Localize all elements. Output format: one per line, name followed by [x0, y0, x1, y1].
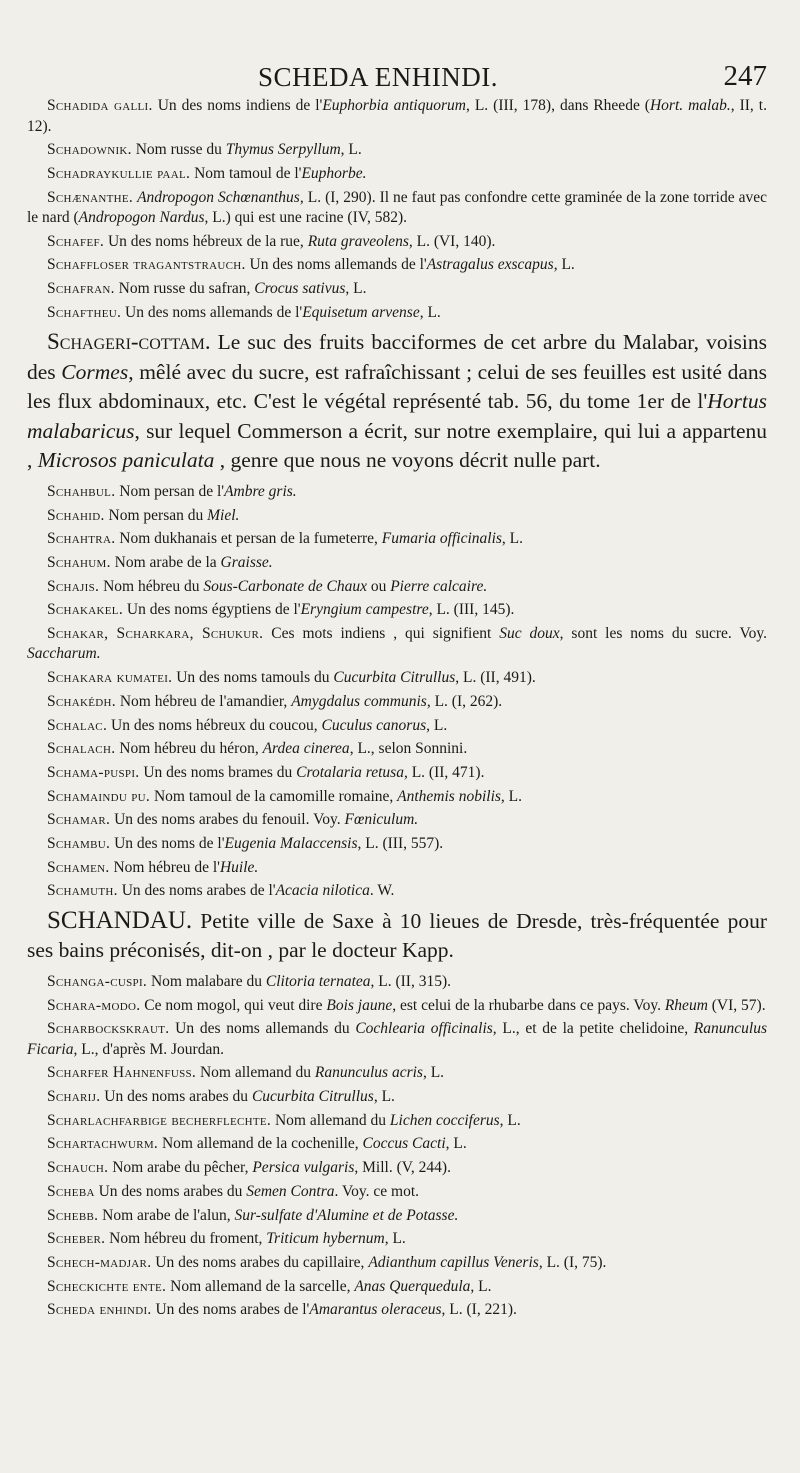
- entry-italic-term: Persica vulgaris: [252, 1159, 355, 1177]
- entry-text: Un des noms brames du: [139, 763, 297, 781]
- dictionary-entry: [27, 787, 767, 808]
- entry-headword: Schalach.: [47, 740, 116, 758]
- entry-text: , L., selon Sonnini.: [349, 740, 468, 758]
- entry-text: Le suc des fruits bacciformes de cet arbre du Malabar, voisins des: [27, 330, 767, 384]
- entry-text: , sur lequel Commerson a écrit, sur notre exemplaire, qui lui a appartenu ,: [27, 418, 767, 473]
- entry-text: , L.: [422, 1064, 445, 1082]
- entry-text: Nom dukhanais et persan de la fumeterre,: [115, 530, 382, 548]
- dictionary-entry: [27, 1253, 767, 1274]
- entry-text: Nom hébreu du froment,: [105, 1230, 267, 1248]
- entry-text: , L. (II, 315).: [370, 972, 452, 990]
- entry-headword: Schaffloser tragantstrauch.: [47, 256, 246, 274]
- entry-text: , L.: [470, 1277, 492, 1295]
- dictionary-entry: [27, 624, 767, 665]
- entry-headword: Schakakel.: [47, 601, 123, 619]
- entry-text: , L. (I, 290). Il ne faut pas confondre cette graminée de la zone torride avec le nard (: [27, 188, 768, 227]
- dictionary-entry: [27, 972, 767, 993]
- entry-headword: Schahid.: [47, 506, 105, 524]
- entry-text: , II, t. 12).: [27, 97, 767, 135]
- dictionary-entry: [27, 763, 767, 784]
- entry-text: Un des noms hébreux de la rue,: [104, 232, 308, 250]
- entry-text: Nom arabe de l'alun,: [98, 1206, 235, 1224]
- entry-italic-term: Suc doux: [499, 624, 560, 642]
- entry-text: Un des noms égyptiens de l': [123, 601, 301, 619]
- entry-text: , L. (I, 75).: [538, 1253, 607, 1271]
- entry-text: Nom allemand de la cochenille,: [158, 1135, 363, 1153]
- entry-text: , L. (I, 221).: [441, 1301, 517, 1319]
- entry-text: Nom allemand du: [196, 1064, 315, 1082]
- entry-italic-term: Anthemis nobilis: [397, 787, 501, 805]
- entry-text: Nom arabe du pêcher,: [108, 1159, 253, 1177]
- entry-text: Un des noms de l': [110, 834, 225, 852]
- entry-headword: Schageri-cottam.: [47, 329, 211, 355]
- entry-headword: Schebb.: [47, 1206, 99, 1224]
- entry-italic-term: Saccharum.: [27, 645, 101, 663]
- entry-italic-term: Sur-sulfate d'Alumine et de Potasse.: [234, 1206, 459, 1224]
- entry-italic-term: Huile.: [219, 858, 259, 876]
- entry-text: . W.: [369, 882, 395, 900]
- dictionary-entry: [27, 482, 767, 503]
- entries-body: [27, 96, 767, 1324]
- entry-text: Un des noms arabes du: [100, 1088, 252, 1106]
- dictionary-entry: [27, 810, 767, 831]
- entry-text: , L.: [501, 530, 524, 548]
- entry-headword: Schænanthe.: [47, 188, 134, 206]
- entry-italic-term: Cochlearia officinalis: [355, 1020, 493, 1038]
- entry-italic-term: Anas Querquedula: [354, 1277, 471, 1295]
- dictionary-entry: [27, 279, 767, 300]
- entry-text: Nom malabare du: [147, 972, 266, 990]
- entry-text: , L.: [384, 1230, 406, 1248]
- entry-text: Un des noms arabes du fenouil. Voy.: [110, 811, 345, 829]
- dictionary-entry: [27, 1019, 767, 1060]
- entry-text: Nom russe du: [131, 141, 226, 159]
- entry-headword: Schamuth.: [47, 882, 118, 900]
- dictionary-entry: [27, 1063, 767, 1084]
- dictionary-entry: [27, 1206, 767, 1227]
- entry-text: Un des noms arabes de l': [117, 882, 276, 900]
- dictionary-entry: [27, 881, 767, 902]
- entry-italic-term: Cucurbita Citrullus: [251, 1088, 374, 1106]
- entry-italic-term: Andropogon Nardus: [78, 209, 205, 227]
- entry-text: , L. (III, 145).: [428, 601, 515, 619]
- entry-headword: Schadraykullie paal.: [47, 164, 191, 182]
- dictionary-entry: [27, 600, 767, 621]
- dictionary-entry: [27, 164, 767, 185]
- entry-text: , L.: [500, 787, 523, 805]
- entry-italic-term: Sous-Carbonate de Chaux: [203, 577, 367, 595]
- entry-italic-term: Astragalus exscapus: [426, 256, 554, 274]
- dictionary-entry: [27, 506, 767, 527]
- entry-headword: Schahtra.: [47, 530, 116, 548]
- entry-headword: Schakara kumatei.: [47, 669, 173, 687]
- entry-italic-term: Eugenia Malaccensis: [224, 834, 358, 852]
- page-header: [0, 60, 800, 100]
- entry-italic-term: Ambre gris.: [224, 482, 297, 500]
- entry-text: Un des noms indiens de l': [152, 97, 323, 114]
- entry-headword: Schadownik.: [47, 141, 132, 159]
- entry-text: , est celui de la rhubarbe dans ce pays. Voy.: [392, 996, 665, 1014]
- entry-italic-term: Rheum: [664, 996, 708, 1014]
- entry-italic-term: Euphorbia antiquorum: [322, 97, 466, 114]
- entry-headword: Scheda enhindi.: [47, 1301, 152, 1319]
- entry-text: , sont les noms du sucre. Voy.: [559, 624, 768, 642]
- entry-italic-term: Miel.: [207, 506, 240, 524]
- entry-text: , L.: [445, 1135, 467, 1153]
- entry-text: Un des noms allemands de l': [121, 303, 303, 321]
- entry-text: , L.: [345, 280, 367, 298]
- dictionary-entry: [27, 1229, 767, 1250]
- entry-text: Nom persan du: [104, 506, 208, 524]
- entry-text: Nom tamoul de l': [190, 164, 302, 182]
- entry-headword: Schafef.: [47, 232, 105, 250]
- dictionary-entry: [27, 1087, 767, 1108]
- entry-text: , L.: [553, 256, 575, 274]
- entry-text: , L., et de la petite chelidoine,: [492, 1020, 694, 1038]
- entry-italic-term: Andropogon Schœnanthus: [137, 188, 300, 206]
- entry-italic-term: Fœniculum.: [344, 811, 419, 829]
- entry-headword: Schara-modo.: [47, 996, 141, 1014]
- entry-headword: SCHANDAU.: [47, 906, 193, 934]
- dictionary-entry: [27, 529, 767, 550]
- entry-text: Petite ville de Saxe à 10 lieues de Dresde, très-fréquentée pour ses bains préconisés, dit-on , par le docteur Kapp.: [27, 908, 767, 963]
- entry-italic-term: Acacia nilotica: [275, 882, 370, 900]
- entry-italic-term: Microsos paniculata: [37, 448, 215, 473]
- entry-headword: Schanga-cuspi.: [47, 972, 148, 990]
- entry-italic-term: Cucurbita Citrullus: [333, 669, 456, 687]
- entry-headword: Schambu.: [47, 834, 111, 852]
- entry-text: Nom allemand de la sarcelle,: [166, 1277, 355, 1295]
- entry-headword: Scharbockskraut.: [47, 1020, 170, 1038]
- entry-text: , L. (I, 262).: [426, 692, 503, 710]
- entry-text: Un des noms arabes du: [94, 1182, 247, 1200]
- entry-italic-term: Bois jaune: [326, 996, 393, 1014]
- entry-text: Un des noms allemands de l': [245, 256, 427, 274]
- entry-italic-term: Cormes: [61, 359, 129, 384]
- entry-headword: Scharlachfarbige becherflechte.: [47, 1111, 272, 1129]
- entry-headword: Schafran.: [47, 280, 115, 298]
- entry-headword: Schalac.: [47, 716, 108, 734]
- entry-headword: Scheckichte ente.: [47, 1277, 167, 1295]
- entry-text: , L.: [499, 1111, 521, 1129]
- entry-italic-term: Cuculus canorus: [321, 716, 427, 734]
- entry-headword: Schartachwurm.: [47, 1135, 159, 1153]
- dictionary-entry: [27, 1277, 767, 1298]
- entry-italic-term: Graisse.: [220, 553, 273, 571]
- entry-headword: Schajis.: [47, 577, 100, 595]
- dictionary-entry: [27, 303, 767, 324]
- entry-text: , L.: [426, 716, 448, 734]
- dictionary-entry: [27, 188, 767, 229]
- entry-headword: Schamar.: [47, 811, 111, 829]
- entry-text: Un des noms allemands du: [169, 1020, 356, 1038]
- dictionary-entry: [27, 692, 767, 713]
- entry-headword: Schadida galli.: [47, 97, 153, 114]
- entry-italic-term: Ranunculus acris: [314, 1064, 423, 1082]
- entry-headword: Scharij.: [47, 1088, 101, 1106]
- entry-text: , L., d'après M. Jourdan.: [73, 1040, 224, 1058]
- entry-italic-term: Fumaria officinalis: [381, 530, 502, 548]
- entry-italic-term: Clitoria ternatea: [265, 972, 371, 990]
- entry-italic-term: Triticum hybernum: [266, 1230, 385, 1248]
- entry-text: , L.: [373, 1088, 395, 1106]
- entry-text: , L. (II, 491).: [455, 669, 536, 687]
- entry-text: Un des noms arabes du capillaire,: [151, 1253, 369, 1271]
- entry-italic-term: Coccus Cacti: [362, 1135, 446, 1153]
- entry-italic-term: Ardea cinerea: [262, 740, 350, 758]
- dictionary-entry: [27, 1111, 767, 1132]
- entry-headword: Schech-madjar.: [47, 1253, 152, 1271]
- entry-text: Nom hébreu du: [99, 577, 204, 595]
- dictionary-entry: [27, 1182, 767, 1203]
- dictionary-entry: [27, 906, 767, 966]
- entry-headword: Schakar, Scharkara, Schukur.: [47, 624, 264, 642]
- entry-italic-term: Thymus Serpyllum: [225, 141, 341, 159]
- running-title: SCHEDA ENHINDI.: [258, 62, 498, 92]
- entry-text: Nom hébreu du héron,: [115, 740, 263, 758]
- entry-text: , L.: [340, 141, 362, 159]
- entry-text: , mêlé avec du sucre, est rafraîchissant ; celui de ses feuilles est usité dans les flux abdominaux, etc. C'est le végétal représenté tab. 56, du tome 1er de l': [27, 359, 767, 414]
- entry-text: , L. (III, 178), dans Rheede (: [465, 97, 650, 114]
- dictionary-entry: [27, 739, 767, 760]
- entry-text: , L. (II, 471).: [403, 763, 485, 781]
- entry-italic-term: Eryngium campestre: [300, 601, 429, 619]
- entry-italic-term: Ranunculus Ficaria: [27, 1020, 767, 1058]
- entry-italic-term: Pierre calcaire.: [390, 577, 488, 595]
- entry-italic-term: Hortus malabaricus: [27, 389, 767, 443]
- entry-italic-term: Semen Contra: [246, 1182, 335, 1200]
- entry-italic-term: Lichen cocciferus: [389, 1111, 500, 1129]
- entry-text: . Voy. ce mot.: [334, 1182, 420, 1200]
- entry-text: Nom allemand du: [271, 1111, 390, 1129]
- entry-text: , L.: [419, 303, 441, 321]
- dictionary-entry: [27, 668, 767, 689]
- entry-headword: Schaftheu.: [47, 303, 122, 321]
- entry-text: Ces mots indiens , qui signifient: [263, 624, 500, 642]
- entry-italic-term: Equisetum arvense: [302, 303, 420, 321]
- dictionary-entry: [27, 96, 767, 137]
- entry-italic-term: Amygdalus communis: [291, 692, 427, 710]
- dictionary-entry: [27, 140, 767, 161]
- entry-headword: Schahum.: [47, 553, 111, 571]
- dictionary-entry: [27, 255, 767, 276]
- entry-headword: Schakédh.: [47, 692, 116, 710]
- entry-italic-term: Amarantus oleraceus: [309, 1301, 442, 1319]
- entry-headword: Schamen.: [47, 858, 110, 876]
- entry-headword: Schama-puspi.: [47, 763, 140, 781]
- entry-text: Un des noms tamouls du: [172, 669, 334, 687]
- dictionary-entry: [27, 1134, 767, 1155]
- entry-text: , L. (VI, 140).: [408, 232, 496, 250]
- dictionary-entry: [27, 858, 767, 879]
- dictionary-entry: [27, 1300, 767, 1321]
- entry-text: , genre que nous ne voyons décrit nulle part.: [214, 448, 601, 473]
- entry-italic-term: Adianthum capillus Veneris: [368, 1253, 539, 1271]
- dictionary-entry: [27, 232, 767, 253]
- entry-italic-term: Crotalaria retusa: [296, 763, 404, 781]
- entry-italic-term: Ruta graveolens: [307, 232, 409, 250]
- entry-italic-term: Hort. malab.: [649, 97, 731, 114]
- dictionary-entry: [27, 834, 767, 855]
- entry-text: , L. (III, 557).: [357, 834, 444, 852]
- entry-headword: Scharfer Hahnenfuss.: [47, 1064, 197, 1082]
- entry-text: Un des noms arabes de l': [151, 1301, 310, 1319]
- entry-text: Nom arabe de la: [110, 553, 221, 571]
- entry-italic-term: Crocus sativus: [254, 280, 346, 298]
- entry-text: ou: [366, 577, 391, 595]
- entry-headword: Schahbul.: [47, 482, 116, 500]
- entry-headword: Schauch.: [47, 1159, 109, 1177]
- entry-headword: Scheber.: [47, 1230, 106, 1248]
- entry-headword: Scheba: [47, 1182, 95, 1200]
- entry-text: Nom persan de l': [115, 482, 225, 500]
- dictionary-entry: [27, 327, 767, 476]
- entry-text: , L.) qui est une racine (IV, 582).: [204, 209, 407, 227]
- dictionary-entry: [27, 1158, 767, 1179]
- entry-text: Nom hébreu de l': [109, 858, 220, 876]
- entry-italic-term: Euphorbe.: [301, 164, 367, 182]
- entry-text: (VI, 57).: [707, 996, 766, 1014]
- dictionary-entry: [27, 996, 767, 1017]
- entry-text: Nom hébreu de l'amandier,: [115, 692, 292, 710]
- entry-text: Un des noms hébreux du coucou,: [107, 716, 322, 734]
- entry-text: Nom russe du safran,: [114, 280, 255, 298]
- entry-headword: Schamaindu pu.: [47, 787, 151, 805]
- dictionary-entry: [27, 577, 767, 598]
- page-number: 247: [723, 60, 767, 92]
- entry-text: Ce nom mogol, qui veut dire: [140, 996, 327, 1014]
- dictionary-entry: [27, 553, 767, 574]
- dictionary-entry: [27, 716, 767, 737]
- entry-text: , Mill. (V, 244).: [354, 1159, 451, 1177]
- entry-text: Nom tamoul de la camomille romaine,: [150, 787, 398, 805]
